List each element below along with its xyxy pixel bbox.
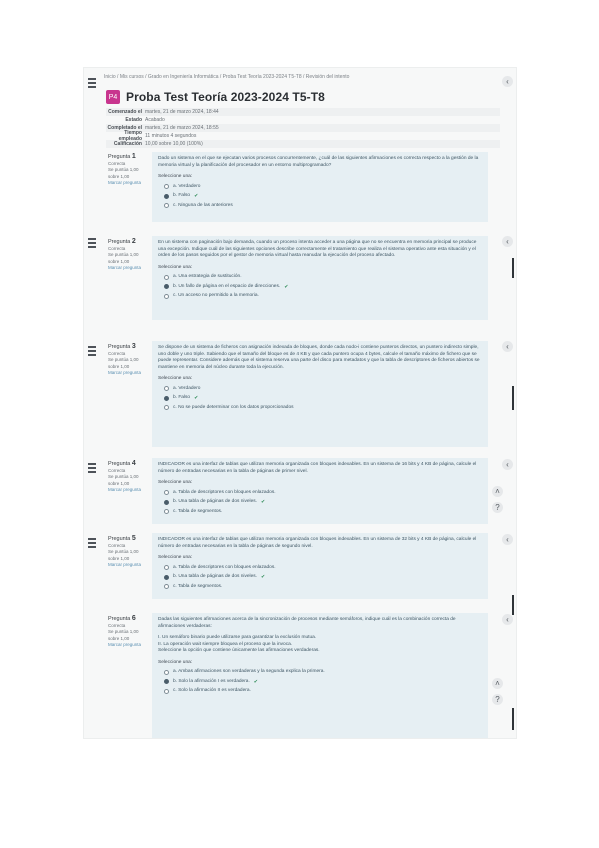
breadcrumb[interactable]: Inicio / Mis cursos / Grado en Ingeniería Informática / Proba Test Teoría 2023-2024 T5-T8 / Revisión del intento: [104, 74, 350, 80]
scroll-to-top-icon[interactable]: ˄: [492, 678, 503, 689]
question-info: Pregunta 4 Correcta Se puntúa 1,00 sobre 1,00 Marcar pregunta: [108, 461, 148, 494]
radio-button[interactable]: [164, 490, 169, 495]
answer-option[interactable]: b. Una tabla de páginas de dos niveles. ✔: [164, 499, 482, 506]
radio-button[interactable]: [164, 565, 169, 570]
flag-question-link[interactable]: Marcar pregunta: [108, 370, 142, 375]
radio-button[interactable]: [164, 584, 169, 589]
radio-button[interactable]: [164, 575, 169, 580]
question-info: Pregunta 6 Correcta Se puntúa 1,00 sobre 1,00 Marcar pregunta: [108, 616, 148, 649]
question-box: Dado un sistema en el que se ejecutan varios procesos concurrentemente, ¿cuál de las siguientes afirmaciones es correcta respecto a la gestión de la memoria virtual y la planificación del procesador en un entorno multiprogramado? Seleccione una: a. Verdadero b. Falso ✔ c. Ninguna de las anteriores: [152, 152, 488, 222]
check-icon: ✔: [194, 395, 199, 401]
chevron-left-icon[interactable]: ‹: [502, 341, 513, 352]
question-box: Se dispone de un sistema de ficheros con asignación indexada de bloques, donde cada nodo-i contiene punteros directos, un puntero indirecto simple, uno doble y uno triple. Sabiendo que el tamaño del bloque es de 4 KB y que cada puntero ocupa 4 bytes, calcule el tamaño máximo de fichero que se puede representar. Considere además que el sistema reserva una parte del disco para metadatos y que la tabla de descriptores de ficheros abiertos se mantiene en memoria del núcleo durante toda la ejecución. Seleccione una: a. Verdadero b. Falso ✔ c. No se puede determinar con los datos proporcionados: [152, 341, 488, 447]
answer-option[interactable]: c. Un acceso no permitido a la memoria.: [164, 293, 482, 300]
help-icon[interactable]: ?: [492, 502, 503, 513]
flag-question-link[interactable]: Marcar pregunta: [108, 487, 142, 492]
radio-button[interactable]: [164, 405, 169, 410]
summary-row: Calificación 10,00 sobre 10,00 (100%): [106, 140, 500, 148]
radio-button[interactable]: [164, 284, 169, 289]
radio-button[interactable]: [164, 509, 169, 514]
page-title: Proba Test Teoría 2023-2024 T5-T8: [126, 90, 325, 104]
question-box: Dadas las siguientes afirmaciones acerca de la sincronización de procesos mediante semáforos, indique cuál es la combinación correcta de afirmaciones verdaderas: I. Un semáforo binario puede utilizarse para garantizar la exclusión mutua. II. La operación wait siempre bloquea el proceso que la invoca. Seleccione la opción que contiene únicamente las afirmaciones verdaderas. Seleccione una: a. Ambas afirmaciones son verdaderas y la segunda explica la primera. b. Solo la afirmación I es verdadera. ✔ c. Solo la afirmación II es verdadera.: [152, 613, 488, 738]
flag-question-link[interactable]: Marcar pregunta: [108, 180, 142, 185]
radio-button[interactable]: [164, 275, 169, 280]
page-header: [106, 88, 325, 106]
answer-option[interactable]: a. Verdadero: [164, 386, 482, 393]
scrollbar-thumb[interactable]: [512, 708, 514, 730]
question-box: INDICADOR es una interfaz de tablas que utilizan memoria organizada con bloques indexables. En un sistema de 16 bits y 4 KB de página, calcule el número de entradas necesarias en la tabla de páginas de primer nivel. Seleccione una: a. Tabla de descriptores con bloques enlazados. b. Una tabla de páginas de dos niveles. ✔ c. Tabla de segmentos.: [152, 458, 488, 524]
scroll-to-top-icon[interactable]: ˄: [492, 486, 503, 497]
radio-button[interactable]: [164, 203, 169, 208]
chevron-left-icon[interactable]: ‹: [502, 614, 513, 625]
flag-question-link[interactable]: Marcar pregunta: [108, 562, 142, 567]
chevron-left-icon[interactable]: ‹: [502, 236, 513, 247]
radio-button[interactable]: [164, 670, 169, 675]
radio-button[interactable]: [164, 679, 169, 684]
radio-button[interactable]: [164, 184, 169, 189]
summary-row: Estado Acabado: [125, 117, 165, 123]
summary-row: Tiempo empleado 11 minutos 4 segundos: [118, 130, 197, 142]
scrollbar-thumb[interactable]: [512, 595, 514, 615]
quiz-navigation-icon[interactable]: [88, 463, 96, 473]
answer-option[interactable]: a. Tabla de descriptores con bloques enlazados.: [164, 565, 482, 572]
answer-option[interactable]: b. Un fallo de página en el espacio de direcciones. ✔: [164, 284, 482, 291]
radio-button[interactable]: [164, 294, 169, 299]
radio-button[interactable]: [164, 500, 169, 505]
radio-button[interactable]: [164, 194, 169, 199]
quiz-review-page: [84, 68, 516, 738]
question-info: Pregunta 5 Correcta Se puntúa 1,00 sobre 1,00 Marcar pregunta: [108, 536, 148, 569]
chevron-left-icon[interactable]: ‹: [502, 534, 513, 545]
answer-option[interactable]: a. Ambas afirmaciones son verdaderas y la segunda explica la primera.: [164, 669, 482, 676]
answer-option[interactable]: c. Tabla de segmentos.: [164, 509, 482, 516]
question-info: Pregunta 1 Correcta Se puntúa 1,00 sobre 1,00 Marcar pregunta: [108, 154, 148, 187]
check-icon: ✔: [253, 678, 258, 685]
quiz-navigation-icon[interactable]: [88, 238, 96, 248]
question-info: Pregunta 2 Correcta Se puntúa 1,00 sobre 1,00 Marcar pregunta: [108, 239, 148, 272]
quiz-navigation-icon[interactable]: [88, 538, 96, 548]
summary-row: Completado el martes, 21 de marzo 2024, 18:55: [106, 124, 500, 132]
question-box: INDICADOR es una interfaz de tablas que utilizan memoria organizada con bloques indexables. En un sistema de 32 bits y 4 KB de página, calcule el número de entradas necesarias en la tabla de páginas de segundo nivel. Seleccione una: a. Tabla de descriptores con bloques enlazados. b. Una tabla de páginas de dos niveles. ✔ c. Tabla de segmentos.: [152, 533, 488, 599]
radio-button[interactable]: [164, 396, 169, 401]
answer-option[interactable]: c. No se puede determinar con los datos proporcionados: [164, 405, 482, 412]
flag-question-link[interactable]: Marcar pregunta: [108, 265, 142, 270]
attempt-summary-table: [106, 108, 500, 148]
answer-option[interactable]: c. Solo la afirmación II es verdadera.: [164, 688, 482, 695]
course-badge: P4: [106, 90, 120, 104]
check-icon: ✔: [284, 283, 289, 290]
check-icon: ✔: [194, 193, 199, 199]
answer-option[interactable]: a. Una estrategia de sustitución.: [164, 274, 482, 281]
scrollbar-thumb[interactable]: [512, 258, 514, 278]
chevron-left-icon[interactable]: ‹: [502, 459, 513, 470]
answer-option[interactable]: a. Verdadero: [164, 184, 482, 191]
radio-button[interactable]: [164, 689, 169, 694]
flag-question-link[interactable]: Marcar pregunta: [108, 642, 142, 647]
check-icon: ✔: [261, 499, 266, 505]
answer-option[interactable]: c. Tabla de segmentos.: [164, 584, 482, 591]
quiz-navigation-icon[interactable]: [88, 78, 96, 88]
check-icon: ✔: [261, 574, 266, 580]
summary-row: Comenzado el martes, 21 de marzo 2024, 18:44: [106, 108, 500, 116]
answer-option[interactable]: b. Falso ✔: [164, 193, 482, 200]
answer-option[interactable]: b. Una tabla de páginas de dos niveles. ✔: [164, 574, 482, 581]
chevron-left-icon[interactable]: ‹: [502, 76, 513, 87]
answer-option[interactable]: b. Solo la afirmación I es verdadera. ✔: [164, 679, 482, 686]
quiz-navigation-icon[interactable]: [88, 346, 96, 356]
question-info: Pregunta 3 Correcta Se puntúa 1,00 sobre 1,00 Marcar pregunta: [108, 344, 148, 377]
answer-option[interactable]: b. Falso ✔: [164, 395, 482, 402]
answer-option[interactable]: a. Tabla de descriptores con bloques enlazados.: [164, 490, 482, 497]
radio-button[interactable]: [164, 386, 169, 391]
scrollbar-thumb[interactable]: [512, 386, 514, 410]
help-icon[interactable]: ?: [492, 694, 503, 705]
answer-option[interactable]: c. Ninguna de las anteriores: [164, 203, 482, 210]
question-box: En un sistema con paginación bajo demanda, cuando un proceso intenta acceder a una página que no se encuentra en memoria principal se produce una excepción. Indique cuál de las siguientes opciones describe correctamente el tratamiento que realiza el sistema operativo ante esta situación y el orden de los pasos seguidos por el gestor de memoria virtual hasta reanudar la ejecución del proceso afectado. Seleccione una: a. Una estrategia de sustitución. b. Un fallo de página en el espacio de direcciones. ✔ c. Un acceso no permitido a la memoria.: [152, 236, 488, 320]
